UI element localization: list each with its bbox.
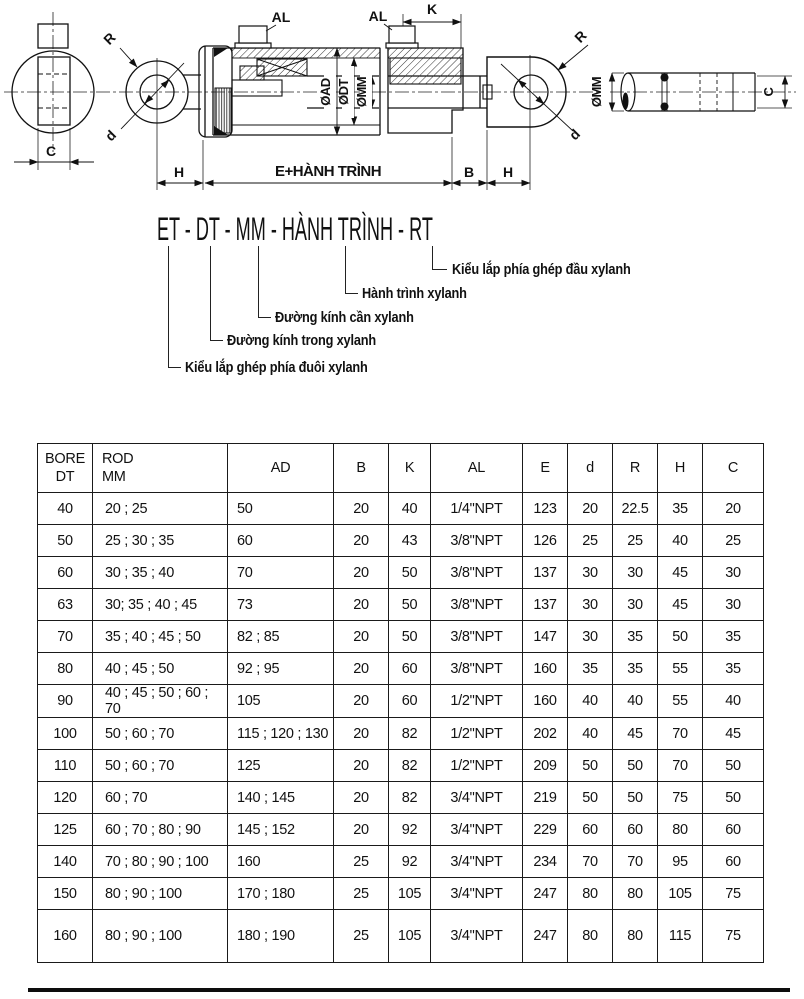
table-cell-rod: 20 ; 25 xyxy=(93,493,228,525)
table-cell-e: 123 xyxy=(523,493,568,525)
rod-eye-view xyxy=(480,45,588,131)
table-cell-ad: 50 xyxy=(228,493,334,525)
callout-label-et: Kiểu lắp ghép phía đuôi xylanh xyxy=(185,359,368,376)
table-cell-e: 126 xyxy=(523,525,568,557)
table-cell-r: 50 xyxy=(613,750,658,782)
table-cell-b: 20 xyxy=(334,589,389,621)
table-row xyxy=(38,814,764,846)
table-cell-ad: 60 xyxy=(228,525,334,557)
table-cell-bore: 60 xyxy=(38,557,93,589)
table-cell-e: 247 xyxy=(523,878,568,910)
table-cell-d: 25 xyxy=(568,525,613,557)
table-cell-bore: 90 xyxy=(38,685,93,718)
table-cell-e: 147 xyxy=(523,621,568,653)
table-cell-b: 20 xyxy=(334,718,389,750)
callout-label-mm: Đường kính cần xylanh xyxy=(275,309,414,326)
table-cell-c: 75 xyxy=(703,910,764,963)
table-cell-b: 20 xyxy=(334,782,389,814)
table-cell-bore: 140 xyxy=(38,846,93,878)
table-cell-bore: 120 xyxy=(38,782,93,814)
label-k-dim: K xyxy=(426,1,438,17)
label-dia-dt: ØDT xyxy=(336,79,351,105)
table-cell-d: 50 xyxy=(568,782,613,814)
table-cell-h: 80 xyxy=(658,814,703,846)
model-code-formula: ET - DT - MM - HÀNH TRÌNH - RT xyxy=(157,211,433,247)
table-cell-c: 25 xyxy=(703,525,764,557)
label-b-dim: B xyxy=(463,164,475,180)
table-cell-b: 20 xyxy=(334,621,389,653)
table-cell-k: 82 xyxy=(389,750,431,782)
table-cell-b: 20 xyxy=(334,653,389,685)
table-cell-rod: 50 ; 60 ; 70 xyxy=(93,718,228,750)
table-cell-ad: 70 xyxy=(228,557,334,589)
table-cell-b: 20 xyxy=(334,493,389,525)
table-cell-e: 137 xyxy=(523,589,568,621)
table-cell-al: 1/2"NPT xyxy=(431,718,523,750)
table-row xyxy=(38,846,764,878)
table-cell-h: 55 xyxy=(658,653,703,685)
table-row xyxy=(38,589,764,621)
table-cell-d: 20 xyxy=(568,493,613,525)
table-cell-b: 25 xyxy=(334,846,389,878)
table-row xyxy=(38,878,764,910)
table-cell-k: 105 xyxy=(389,910,431,963)
label-c-end-view: C xyxy=(45,143,57,159)
table-cell-h: 95 xyxy=(658,846,703,878)
table-cell-k: 43 xyxy=(389,525,431,557)
label-h-head: H xyxy=(502,164,514,180)
table-cell-c: 35 xyxy=(703,653,764,685)
table-cell-al: 3/4"NPT xyxy=(431,846,523,878)
col-header-r: R xyxy=(613,444,658,493)
table-cell-d: 70 xyxy=(568,846,613,878)
table-cell-e: 202 xyxy=(523,718,568,750)
label-r-head: R xyxy=(571,27,590,46)
table-cell-al: 1/4"NPT xyxy=(431,493,523,525)
table-cell-h: 75 xyxy=(658,782,703,814)
table-cell-al: 3/4"NPT xyxy=(431,782,523,814)
callout-line-et xyxy=(168,246,181,368)
table-cell-h: 115 xyxy=(658,910,703,963)
table-cell-b: 20 xyxy=(334,685,389,718)
table-row xyxy=(38,653,764,685)
callout-line-stroke xyxy=(345,246,358,294)
label-h-tail: H xyxy=(173,164,185,180)
table-cell-k: 82 xyxy=(389,782,431,814)
table-cell-e: 247 xyxy=(523,910,568,963)
table-cell-k: 40 xyxy=(389,493,431,525)
table-cell-e: 219 xyxy=(523,782,568,814)
table-cell-r: 50 xyxy=(613,782,658,814)
table-cell-e: 137 xyxy=(523,557,568,589)
table-cell-h: 70 xyxy=(658,750,703,782)
col-header-k: K xyxy=(389,444,431,493)
label-al-port-2: AL xyxy=(368,8,388,24)
callout-line-rt xyxy=(432,246,447,270)
table-cell-d: 80 xyxy=(568,878,613,910)
table-cell-r: 60 xyxy=(613,814,658,846)
table-cell-al: 3/8"NPT xyxy=(431,653,523,685)
table-cell-c: 60 xyxy=(703,846,764,878)
table-cell-k: 60 xyxy=(389,685,431,718)
table-cell-ad: 105 xyxy=(228,685,334,718)
table-cell-r: 25 xyxy=(613,525,658,557)
table-cell-k: 105 xyxy=(389,878,431,910)
table-cell-r: 80 xyxy=(613,878,658,910)
label-al-port-1: AL xyxy=(271,9,291,25)
table-row xyxy=(38,621,764,653)
table-cell-ad: 115 ; 120 ; 130 xyxy=(228,718,334,750)
oil-port-1 xyxy=(235,26,271,48)
table-cell-d: 35 xyxy=(568,653,613,685)
table-cell-k: 82 xyxy=(389,718,431,750)
table-cell-bore: 40 xyxy=(38,493,93,525)
table-cell-rod: 60 ; 70 xyxy=(93,782,228,814)
table-cell-bore: 50 xyxy=(38,525,93,557)
table-cell-rod: 80 ; 90 ; 100 xyxy=(93,878,228,910)
table-cell-h: 55 xyxy=(658,685,703,718)
col-header-e: E xyxy=(523,444,568,493)
table-cell-h: 45 xyxy=(658,589,703,621)
table-cell-c: 75 xyxy=(703,878,764,910)
table-cell-al: 3/4"NPT xyxy=(431,910,523,963)
table-cell-c: 30 xyxy=(703,557,764,589)
table-cell-b: 20 xyxy=(334,814,389,846)
table-cell-h: 45 xyxy=(658,557,703,589)
table-cell-k: 92 xyxy=(389,846,431,878)
col-header-ad: AD xyxy=(228,444,334,493)
table-cell-r: 30 xyxy=(613,589,658,621)
table-cell-d: 40 xyxy=(568,685,613,718)
table-cell-k: 50 xyxy=(389,621,431,653)
table-cell-r: 70 xyxy=(613,846,658,878)
callout-line-dt xyxy=(210,246,223,341)
table-cell-rod: 30 ; 35 ; 40 xyxy=(93,557,228,589)
table-cell-r: 45 xyxy=(613,718,658,750)
table-cell-rod: 40 ; 45 ; 50 xyxy=(93,653,228,685)
col-header-h: H xyxy=(658,444,703,493)
table-cell-c: 50 xyxy=(703,750,764,782)
tail-eye-view xyxy=(120,48,201,129)
table-cell-al: 3/4"NPT xyxy=(431,814,523,846)
table-cell-al: 3/8"NPT xyxy=(431,621,523,653)
col-header-al: AL xyxy=(431,444,523,493)
table-cell-bore: 125 xyxy=(38,814,93,846)
table-cell-r: 40 xyxy=(613,685,658,718)
table-cell-c: 45 xyxy=(703,718,764,750)
table-cell-h: 50 xyxy=(658,621,703,653)
table-row xyxy=(38,718,764,750)
table-cell-e: 160 xyxy=(523,653,568,685)
table-cell-rod: 70 ; 80 ; 90 ; 100 xyxy=(93,846,228,878)
table-cell-h: 105 xyxy=(658,878,703,910)
table-cell-bore: 80 xyxy=(38,653,93,685)
table-row xyxy=(38,557,764,589)
table-cell-c: 40 xyxy=(703,685,764,718)
table-cell-h: 35 xyxy=(658,493,703,525)
callout-label-rt: Kiểu lắp phía ghép đầu xylanh xyxy=(452,261,631,278)
technical-drawing xyxy=(0,0,804,200)
table-cell-bore: 70 xyxy=(38,621,93,653)
table-cell-e: 229 xyxy=(523,814,568,846)
callout-label-stroke: Hành trình xylanh xyxy=(362,285,467,302)
table-cell-ad: 92 ; 95 xyxy=(228,653,334,685)
table-cell-rod: 60 ; 70 ; 80 ; 90 xyxy=(93,814,228,846)
callout-label-dt: Đường kính trong xylanh xyxy=(227,332,376,349)
table-cell-bore: 110 xyxy=(38,750,93,782)
table-cell-c: 35 xyxy=(703,621,764,653)
table-row xyxy=(38,525,764,557)
table-cell-h: 70 xyxy=(658,718,703,750)
table-cell-d: 30 xyxy=(568,557,613,589)
table-cell-e: 160 xyxy=(523,685,568,718)
label-dia-mm-pin: ØMM xyxy=(589,76,604,108)
table-cell-al: 3/4"NPT xyxy=(431,878,523,910)
table-cell-rod: 35 ; 40 ; 45 ; 50 xyxy=(93,621,228,653)
table-cell-al: 1/2"NPT xyxy=(431,685,523,718)
table-cell-bore: 100 xyxy=(38,718,93,750)
label-dia-mm-rod: ØMM xyxy=(354,76,369,108)
col-header-c: C xyxy=(703,444,764,493)
label-c-pin: C xyxy=(761,87,776,97)
table-cell-b: 25 xyxy=(334,878,389,910)
table-cell-ad: 145 ; 152 xyxy=(228,814,334,846)
table-cell-d: 80 xyxy=(568,910,613,963)
col-header-b: B xyxy=(334,444,389,493)
table-cell-d: 40 xyxy=(568,718,613,750)
table-row xyxy=(38,782,764,814)
label-e-plus-stroke: E+HÀNH TRÌNH xyxy=(274,163,382,180)
col-header-d: d xyxy=(568,444,613,493)
table-cell-bore: 150 xyxy=(38,878,93,910)
table-cell-r: 80 xyxy=(613,910,658,963)
table-cell-b: 20 xyxy=(334,557,389,589)
label-r-tail: R xyxy=(100,29,119,48)
col-header-bore: BORE DT xyxy=(38,444,93,493)
table-cell-h: 40 xyxy=(658,525,703,557)
spec-table xyxy=(37,443,764,963)
table-cell-al: 3/8"NPT xyxy=(431,557,523,589)
table-cell-c: 30 xyxy=(703,589,764,621)
table-cell-r: 30 xyxy=(613,557,658,589)
table-cell-bore: 160 xyxy=(38,910,93,963)
col-header-rod: ROD MM xyxy=(93,444,228,493)
table-cell-ad: 73 xyxy=(228,589,334,621)
table-cell-ad: 125 xyxy=(228,750,334,782)
table-cell-r: 35 xyxy=(613,621,658,653)
table-cell-e: 234 xyxy=(523,846,568,878)
table-row xyxy=(38,750,764,782)
table-cell-b: 20 xyxy=(334,750,389,782)
table-cell-k: 60 xyxy=(389,653,431,685)
table-cell-b: 25 xyxy=(334,910,389,963)
table-cell-al: 3/8"NPT xyxy=(431,589,523,621)
table-cell-d: 30 xyxy=(568,589,613,621)
label-d-head: d xyxy=(565,125,584,144)
bottom-rule xyxy=(28,988,790,992)
table-cell-ad: 140 ; 145 xyxy=(228,782,334,814)
table-cell-b: 20 xyxy=(334,525,389,557)
table-cell-rod: 80 ; 90 ; 100 xyxy=(93,910,228,963)
table-cell-c: 50 xyxy=(703,782,764,814)
table-cell-bore: 63 xyxy=(38,589,93,621)
table-cell-ad: 170 ; 180 xyxy=(228,878,334,910)
table-cell-ad: 160 xyxy=(228,846,334,878)
table-cell-k: 50 xyxy=(389,557,431,589)
table-header-row xyxy=(38,444,764,493)
label-dia-ad: ØAD xyxy=(318,78,333,106)
table-cell-rod: 25 ; 30 ; 35 xyxy=(93,525,228,557)
table-cell-k: 50 xyxy=(389,589,431,621)
table-cell-k: 92 xyxy=(389,814,431,846)
table-cell-r: 35 xyxy=(613,653,658,685)
table-cell-al: 1/2"NPT xyxy=(431,750,523,782)
table-cell-d: 30 xyxy=(568,621,613,653)
table-cell-c: 20 xyxy=(703,493,764,525)
label-d-tail: d xyxy=(101,126,120,145)
table-cell-rod: 50 ; 60 ; 70 xyxy=(93,750,228,782)
table-row xyxy=(38,493,764,525)
table-cell-d: 50 xyxy=(568,750,613,782)
table-cell-rod: 30; 35 ; 40 ; 45 xyxy=(93,589,228,621)
table-cell-ad: 180 ; 190 xyxy=(228,910,334,963)
table-row xyxy=(38,910,764,963)
table-cell-r: 22.5 xyxy=(613,493,658,525)
table-row xyxy=(38,685,764,718)
table-cell-rod: 40 ; 45 ; 50 ; 60 ; 70 xyxy=(93,685,228,718)
table-cell-al: 3/8"NPT xyxy=(431,525,523,557)
table-cell-ad: 82 ; 85 xyxy=(228,621,334,653)
table-cell-e: 209 xyxy=(523,750,568,782)
table-cell-c: 60 xyxy=(703,814,764,846)
table-cell-d: 60 xyxy=(568,814,613,846)
callout-line-mm xyxy=(258,246,271,318)
